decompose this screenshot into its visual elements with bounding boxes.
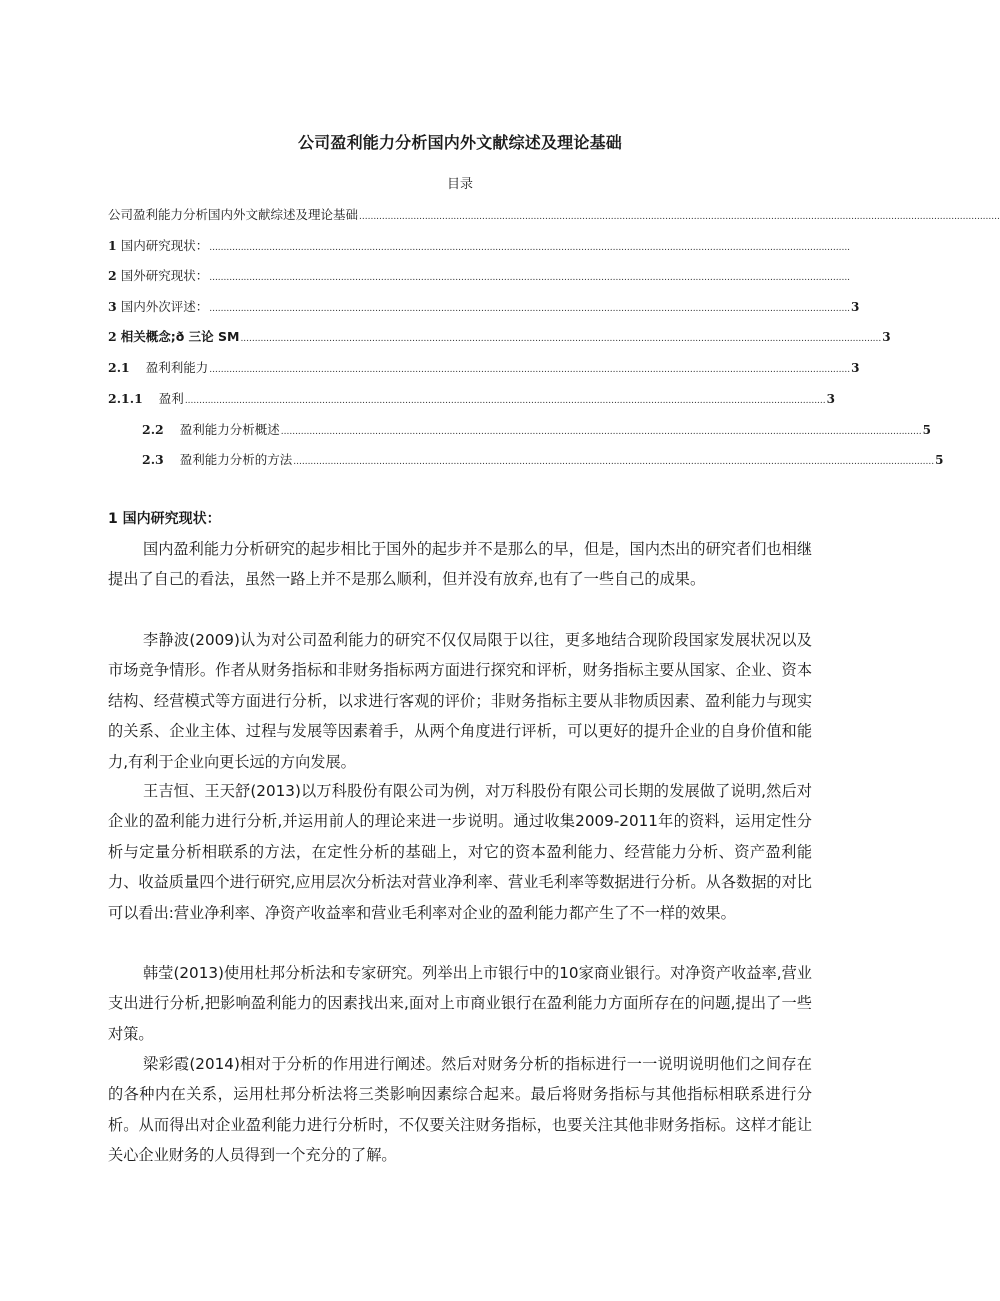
toc-entry-label: 国内研究现状：	[120, 238, 209, 253]
body-paragraph: 国内盈利能力分析研究的起步相比于国外的起步并不是那么的早，但是，国内杰出的研究者们也相继提出了自己的看法，虽然一路上并不是那么顺利，但并没有放弃,也有了一些自己的成果。	[108, 540, 812, 589]
toc-leader: ................................................................................................................................................................................................................................	[209, 243, 851, 253]
toc-entry[interactable]	[108, 327, 891, 345]
toc-entry-label: 盈利能力分析的方法	[179, 452, 293, 467]
toc-entry-number: 2.3	[142, 452, 164, 467]
toc-leader: ................................................................................................................................................................................................................................	[209, 365, 851, 375]
body-paragraph: 王吉恒、王天舒(2013)以万科股份有限公司为例，对万科股份有限公司长期的发展做了说明,然后对企业的盈利能力进行分析,并运用前人的理论来进一步说明。通过收集2009-2011年的资料，运用定性分析与定量分析相联系的方法，在定性分析的基础上，对它的资本盈利能力、经营能力分析、资产盈利能力、收益质量四个进行研究,应用层次分析法对营业净利率、营业毛利率等数据进行分析。从各数据的对比可以看出:营业净利率、净资产收益率和营业毛利率对企业的盈利能力都产生了不一样的效果。	[108, 782, 812, 922]
toc-entry-label: 国外研究现状：	[120, 268, 209, 283]
toc-entry[interactable]	[108, 358, 860, 376]
toc-leader: ................................................................................................................................................................................................................................	[209, 304, 851, 314]
toc-entry-page: 5	[922, 423, 931, 437]
toc-leader: ................................................................................................................................................................................................................................	[359, 212, 1000, 222]
toc-entry-number: 2.2	[142, 422, 164, 437]
toc-entry-page: 3	[882, 330, 891, 344]
toc-entry-page: 3	[826, 392, 835, 406]
toc-entry-number: 1	[108, 238, 117, 253]
toc-leader: ................................................................................................................................................................................................................................	[184, 396, 826, 406]
body-paragraph: 梁彩霞(2014)相对于分析的作用进行阐述。然后对财务分析的指标进行一一说明说明他们之间存在的各种内在关系，运用杜邦分析法将三类影响因素综合起来。最后将财务指标与其他指标相联系进行分析。从而得出对企业盈利能力进行分析时，不仅要关注财务指标，也要关注其他非财务指标。这样才能让关心企业财务的人员得到一个充分的了解。	[108, 1055, 812, 1165]
toc-entry-number: 2	[108, 268, 117, 283]
toc-entry-number: 2.1	[108, 360, 130, 375]
toc-leader: ................................................................................................................................................................................................................................	[240, 334, 882, 344]
toc-entry[interactable]	[142, 450, 944, 468]
toc-entry-number: 2	[108, 329, 117, 344]
toc-entry-page: 3	[851, 300, 860, 314]
toc-leader: ................................................................................................................................................................................................................................	[293, 457, 935, 467]
toc-entry[interactable]	[108, 297, 860, 315]
toc-entry-label: 相关概念;ð 三论 SM	[120, 329, 240, 344]
toc-entry-label: 盈利	[158, 391, 184, 406]
toc-entry[interactable]	[108, 266, 851, 284]
toc-entry-label: 盈利利能力	[145, 360, 209, 375]
toc-entry-number: 3	[108, 299, 117, 314]
toc-entry-label: 盈利能力分析概述	[179, 422, 280, 437]
toc-entry-page: 3	[851, 361, 860, 375]
toc-entry-label: 公司盈利能力分析国内外文献综述及理论基础	[108, 207, 359, 222]
toc-entry[interactable]	[108, 236, 851, 254]
toc-heading: 目录	[446, 177, 473, 192]
toc-entry-number: 2.1.1	[108, 391, 143, 406]
toc-entry[interactable]	[108, 389, 835, 407]
toc-leader: ................................................................................................................................................................................................................................	[280, 427, 922, 437]
body-paragraph: 韩莹(2013)使用杜邦分析法和专家研究。列举出上市银行中的10家商业银行。对净资产收益率,营业支出进行分析,把影响盈利能力的因素找出来,面对上市商业银行在盈利能力方面所存在的问题,提出了一些对策。	[108, 964, 812, 1043]
toc-entry-label: 国内外次评述：	[120, 299, 209, 314]
body-paragraph: 李静波(2009)认为对公司盈利能力的研究不仅仅局限于以往，更多地结合现阶段国家发展状况以及市场竞争情形。作者从财务指标和非财务指标两方面进行探究和评析，财务指标主要从国家、企业、资本结构、经营模式等方面进行分析，以求进行客观的评价；非财务指标主要从非物质因素、盈利能力与现实的关系、企业主体、过程与发展等因素着手，从两个角度进行评析，可以更好的提升企业的自身价值和能力,有利于企业向更长远的方向发展。	[108, 631, 812, 771]
document-title: 公司盈利能力分析国内外文献综述及理论基础	[297, 133, 622, 152]
toc-entry[interactable]	[108, 205, 1000, 223]
section-heading: 1 国内研究现状：	[108, 511, 221, 527]
toc-entry-page: 5	[935, 453, 944, 467]
toc-entry[interactable]	[142, 420, 931, 438]
toc-leader: ................................................................................................................................................................................................................................	[209, 273, 851, 283]
